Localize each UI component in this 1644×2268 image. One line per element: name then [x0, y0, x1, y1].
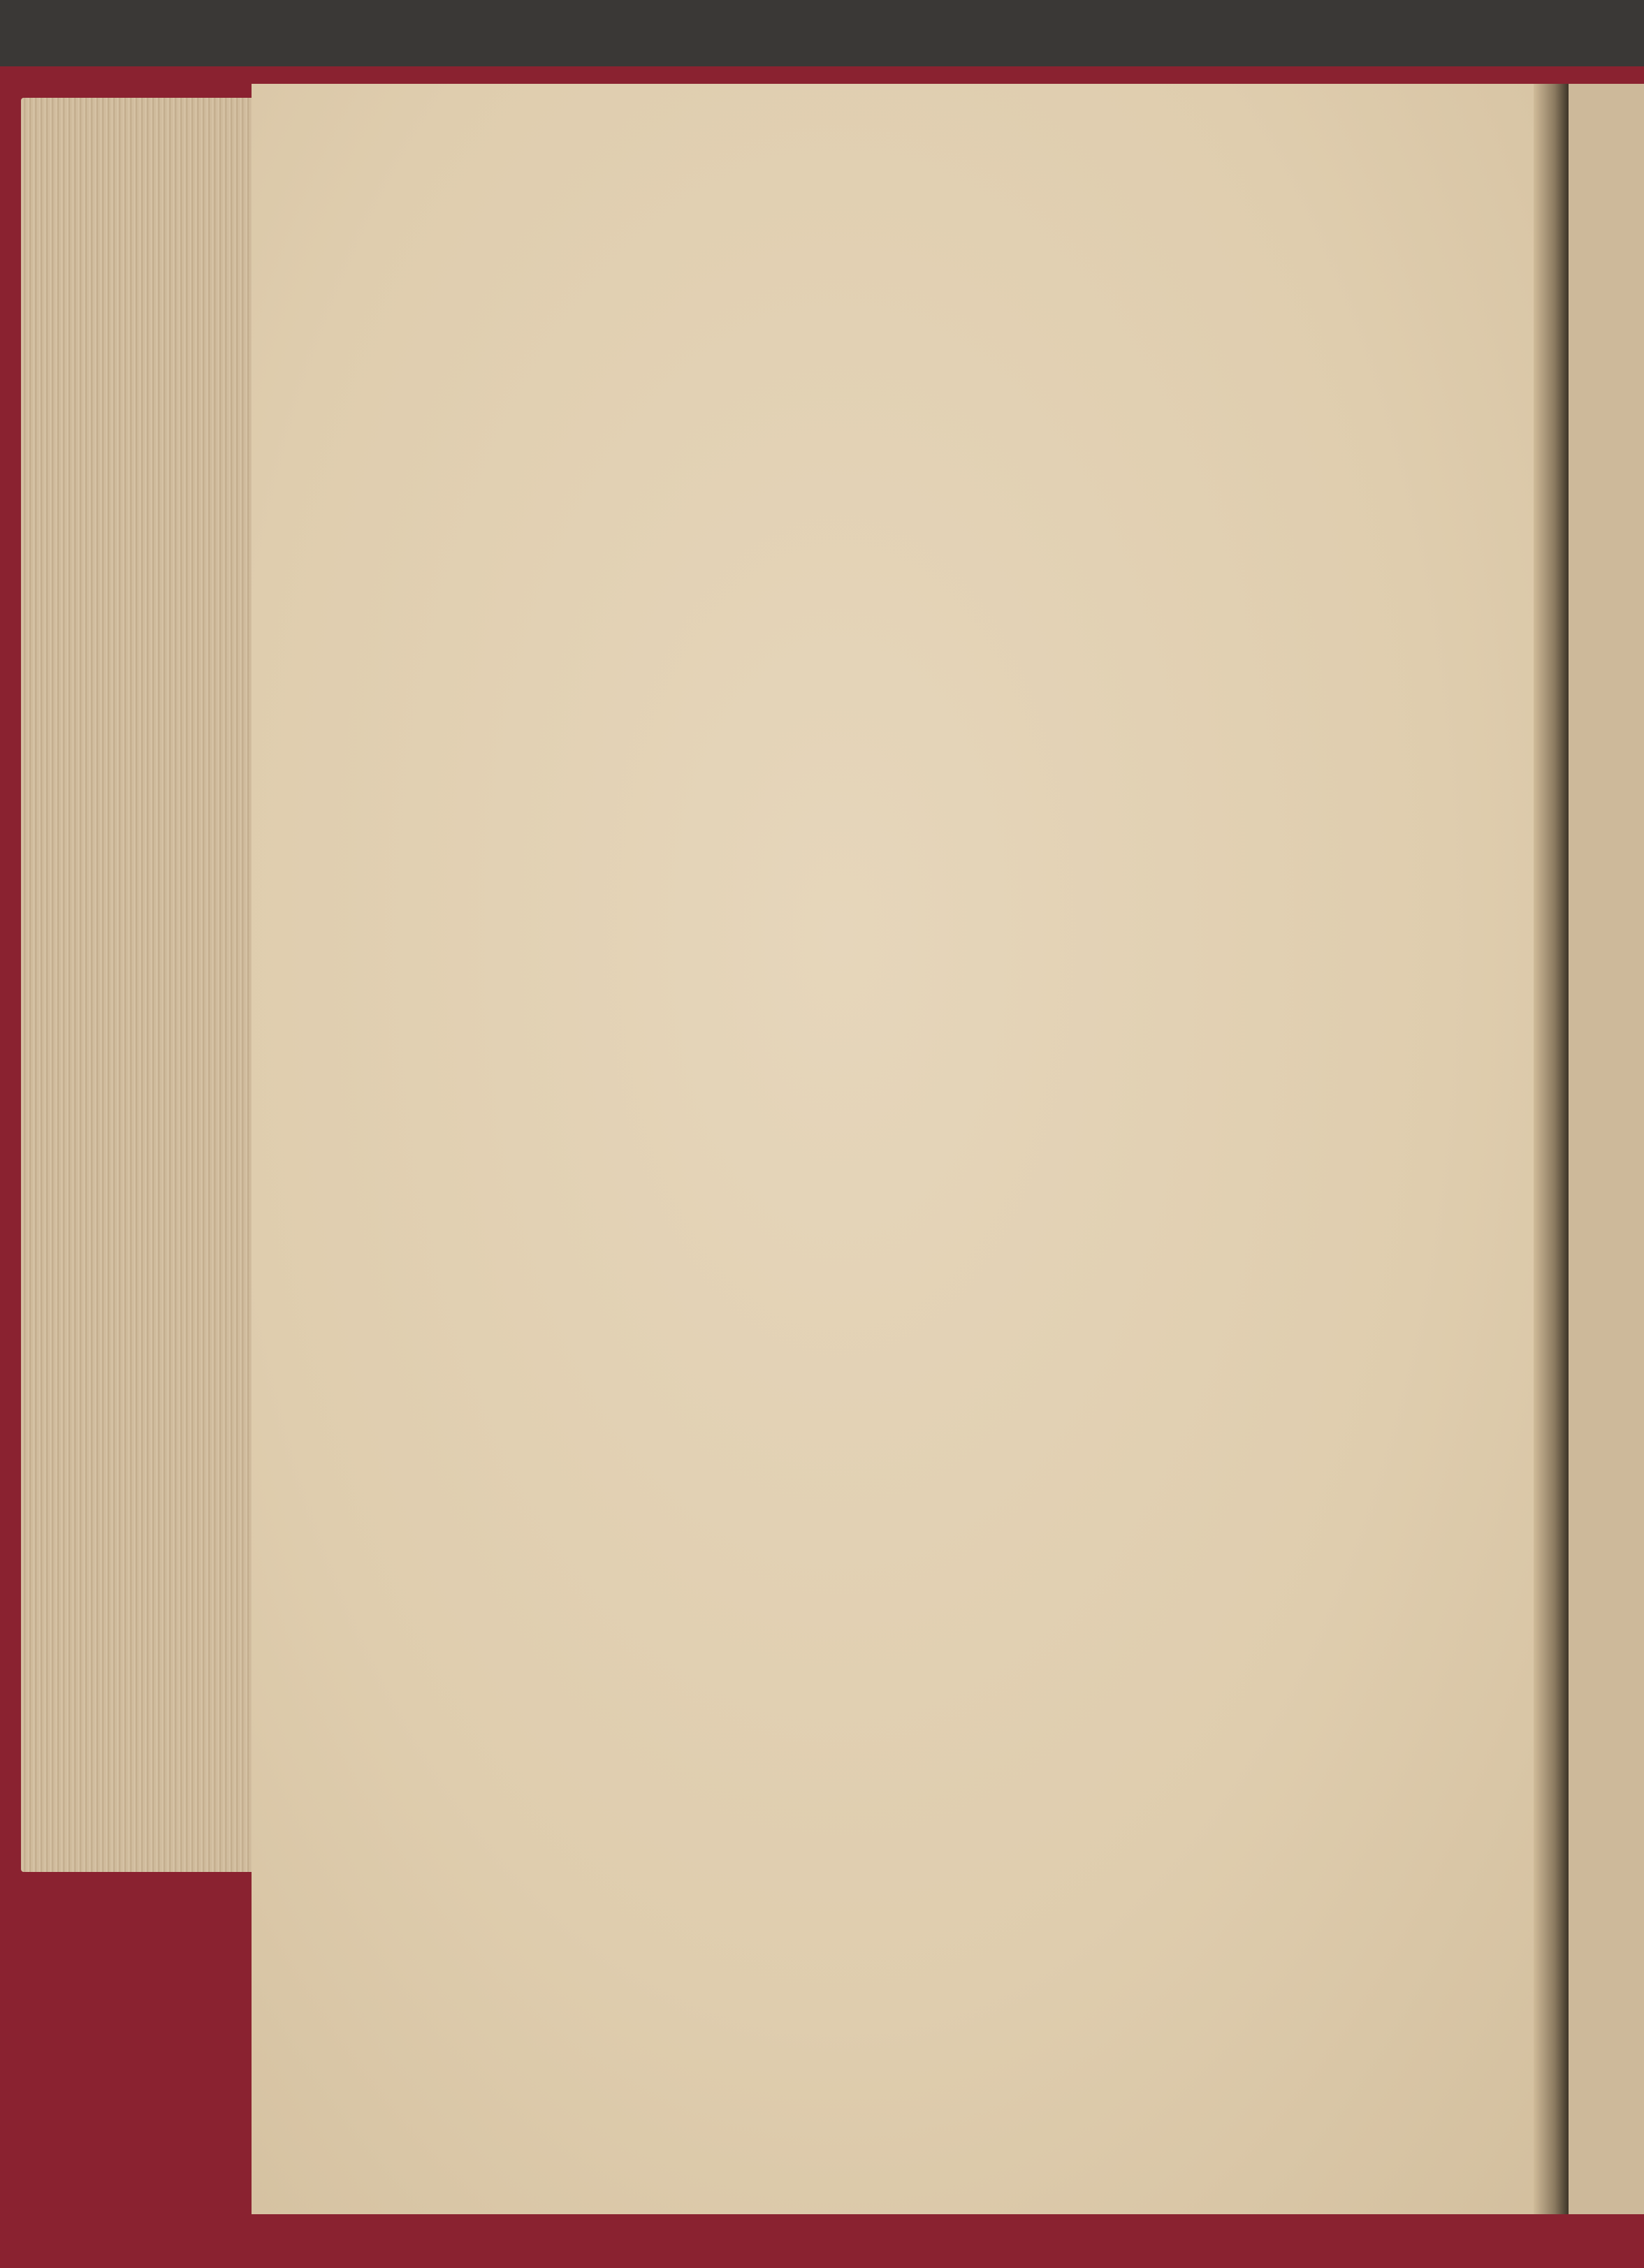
- facing-page-fragment: [1569, 84, 1644, 2214]
- page-edges: [21, 98, 259, 1872]
- book-gutter: [1534, 84, 1569, 2214]
- book-page: [252, 84, 1558, 2214]
